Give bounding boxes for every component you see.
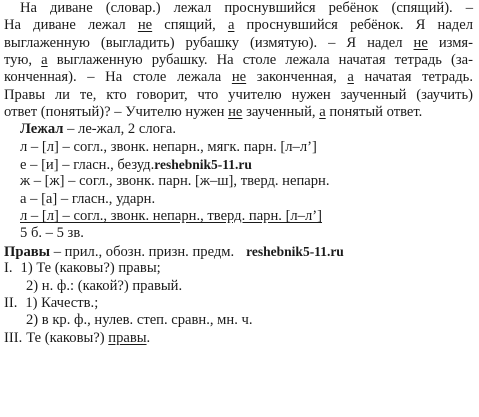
analysis-step-2-sub <box>4 312 473 329</box>
underlined-particle: не <box>413 34 428 51</box>
phonetic-summary <box>4 225 473 242</box>
phonetic-row-text: а – [а] – гласн., ударн. <box>20 190 156 207</box>
step-text: 2) н. ф.: (какой?) правый. <box>26 277 183 294</box>
underlined-conjunction: а <box>41 52 48 69</box>
phonetic-row-text: ж – [ж] – согл., звонк. парн. [ж–ш], тверд. непарн. <box>20 173 330 190</box>
syllable-division: – ле-жал, 2 слога. <box>63 121 177 138</box>
phonetic-row <box>4 156 473 173</box>
underlined-conjunction: а <box>347 69 354 86</box>
paragraph-text: законченная, <box>246 69 348 86</box>
pravy-heading <box>4 243 473 260</box>
paragraph-text: выглаженную рубашку. На столе лежала начатая тетрадь (за- <box>47 52 473 69</box>
underlined-predicate: правы <box>108 329 147 346</box>
phonetic-row <box>4 173 473 190</box>
paragraph-line-1 <box>4 0 473 17</box>
paragraph-line-2 <box>4 17 473 34</box>
paragraph-text: ответ (понятый)? – Учителю нужен <box>4 104 229 121</box>
phonetic-row <box>4 208 473 225</box>
paragraph-text: На диване (словар.) лежал проснувшийся ребёнок (спящий). – <box>20 0 473 16</box>
paragraph-text: заученный, <box>242 104 320 121</box>
paragraph-text: измя- <box>427 34 473 51</box>
lezhal-heading <box>4 121 473 138</box>
analysis-step-1 <box>4 260 473 277</box>
underlined-conjunction: а <box>227 17 235 34</box>
step-text: 1) Качеств.; <box>25 294 99 311</box>
paragraph-text: Правы ли те, кто говорит, что учителю нужен заученный (заучить) <box>4 86 473 103</box>
step-text: Те (каковы?) <box>26 329 109 346</box>
analysis-step-1-sub <box>4 278 473 295</box>
paragraph-text: начатая тетрадь. <box>353 69 473 86</box>
step-text: 1) Те (каковы?) правы; <box>20 260 161 277</box>
analysis-step-2 <box>4 295 473 312</box>
paragraph-text: На диване лежал <box>4 17 138 34</box>
paragraph-line-6 <box>4 87 473 104</box>
letters-sounds-count: 5 б. – 5 зв. <box>20 225 84 242</box>
paragraph-text: проснувшийся ребёнок. Я надел <box>234 17 473 34</box>
phonetic-row <box>4 191 473 208</box>
paragraph-text: спящий, <box>152 17 228 34</box>
step-number: I. <box>4 260 13 277</box>
step-number: II. <box>4 294 18 311</box>
paragraph-text: понятый ответ. <box>325 104 423 121</box>
phonetic-row <box>4 139 473 156</box>
paragraph-text: конченная). – На столе лежала <box>4 69 232 86</box>
underlined-particle: не <box>231 69 247 86</box>
analyzed-word: Лежал <box>20 121 64 138</box>
watermark: reshebnik5-11.ru <box>154 157 252 173</box>
analysis-step-3 <box>4 330 473 347</box>
paragraph-line-4 <box>4 52 473 69</box>
phonetic-row-text: е – [и] – гласн., безуд. <box>20 157 155 174</box>
paragraph-text: тую, <box>4 52 42 69</box>
part-of-speech: – прил., обозн. призн. предм. <box>50 243 235 260</box>
underlined-conjunction: а <box>319 104 326 121</box>
underlined-particle: не <box>228 104 243 121</box>
step-number: III. <box>4 329 23 346</box>
phonetic-row-text: л – [л] – согл., звонк. непарн., мягк. парн. [л–л’] <box>20 138 317 155</box>
underlined-particle: не <box>137 17 153 34</box>
watermark: reshebnik5-11.ru <box>246 243 344 259</box>
paragraph-text: выглаженную (выгладить) рубашку (измятую). – Я надел <box>4 34 414 51</box>
step-text: . <box>146 329 151 346</box>
phonetic-row-text: л – [л] – согл., звонк. непарн., тверд. парн. [л–л’] <box>20 208 323 225</box>
paragraph-line-5 <box>4 69 473 86</box>
analyzed-word: Правы <box>4 243 51 260</box>
paragraph-line-3 <box>4 35 473 52</box>
paragraph-line-7 <box>4 104 473 121</box>
step-text: 2) в кр. ф., нулев. степ. сравн., мн. ч. <box>26 312 253 329</box>
